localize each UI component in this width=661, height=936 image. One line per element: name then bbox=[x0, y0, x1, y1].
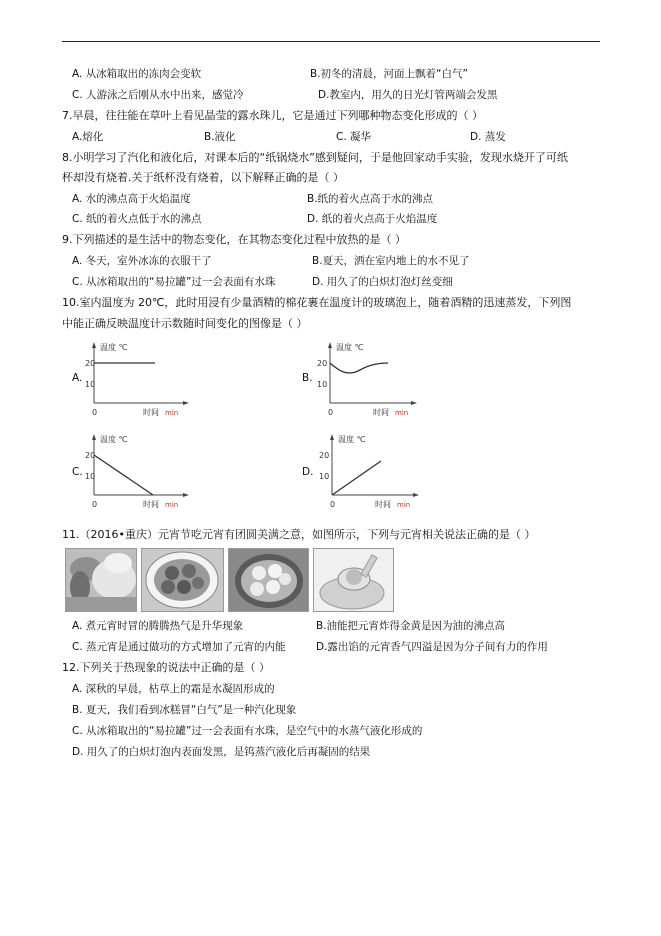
graph-b-tick-10: 10 bbox=[317, 380, 328, 389]
q6-option-b: B.初冬的清晨，河面上飘着“白气” bbox=[310, 68, 468, 80]
q12-stem: 12.下列关于热现象的说法中正确的是（ ） bbox=[62, 661, 270, 674]
q7-option-d: D. 蒸发 bbox=[470, 131, 506, 143]
q11-photo-steamed bbox=[228, 548, 309, 612]
graph-b-tick-20: 20 bbox=[317, 359, 328, 368]
q12-option-a: A. 深秋的早晨，枯草上的霜是水凝固形成的 bbox=[72, 683, 275, 695]
graph-b-xlabel: 时间 bbox=[373, 408, 389, 417]
q9-option-b: B.夏天，洒在室内地上的水不见了 bbox=[312, 255, 470, 267]
q6-option-a: A. 从冰箱取出的冻肉会变软 bbox=[72, 68, 202, 80]
q7-option-b: B.液化 bbox=[204, 131, 236, 143]
q10-graph-a-label: A. bbox=[72, 372, 83, 384]
q9-option-d: D. 用久了的白炽灯泡灯丝变细 bbox=[312, 276, 453, 288]
q12-option-b: B. 夏天，我们看到冰糕冒“白气”是一种汽化现象 bbox=[72, 704, 297, 716]
q10-stem-line2: 中能正确反映温度计示数随时间变化的图像是（ ） bbox=[62, 317, 308, 330]
q8-stem-line2: 杯却没有烧着.关于纸杯没有烧着，以下解释正确的是（ ） bbox=[62, 171, 344, 184]
graph-c-xlabel: 时间 bbox=[143, 500, 159, 509]
q11-option-b: B.油能把元宵炸得金黄是因为油的沸点高 bbox=[316, 620, 506, 632]
q12-option-d: D. 用久了的白炽灯泡内表面发黑，是钨蒸汽液化后再凝固的结果 bbox=[72, 746, 371, 758]
q9-option-a: A. 冬天，室外冰冻的衣服干了 bbox=[72, 255, 212, 267]
q10-graph-b bbox=[313, 338, 423, 420]
graph-a-tick-10: 10 bbox=[85, 380, 96, 389]
q10-graph-c-label: C. bbox=[72, 466, 83, 478]
graph-a-tick-0: 0 bbox=[92, 408, 98, 417]
graph-d-tick-10: 10 bbox=[319, 472, 330, 481]
q8-stem-line1: 8.小明学习了汽化和液化后，对课本后的“纸锅烧水”感到疑问，于是他回家动手实验，发现水烧开了可纸 bbox=[62, 151, 568, 164]
q10-graph-b-label: B. bbox=[302, 372, 313, 384]
q9-option-c: C. 从冰箱取出的“易拉罐”过一会表面有水珠 bbox=[72, 276, 276, 288]
q6-option-c: C. 人游泳之后刚从水中出来，感觉冷 bbox=[72, 89, 244, 101]
graph-c-tick-10: 10 bbox=[85, 472, 96, 481]
graph-a-unit: min bbox=[165, 409, 179, 417]
q11-option-a: A. 煮元宵时冒的腾腾热气是升华现象 bbox=[72, 620, 244, 632]
graph-a-tick-20: 20 bbox=[85, 359, 96, 368]
graph-d-ylabel: 温度 ℃ bbox=[338, 435, 366, 444]
graph-d-tick-20: 20 bbox=[319, 451, 330, 460]
q11-photo-steam bbox=[65, 548, 137, 612]
q10-graph-c bbox=[85, 430, 195, 512]
q9-stem: 9.下列描述的是生活中的物态变化，在其物态变化过程中放热的是（ ） bbox=[62, 233, 406, 246]
q10-graph-d bbox=[315, 430, 425, 512]
q7-stem: 7.早晨，往往能在草叶上看见晶莹的露水珠儿，它是通过下列哪种物态变化形成的（ ） bbox=[62, 109, 483, 122]
q10-graph-a bbox=[85, 338, 195, 420]
graph-a-ylabel: 温度 ℃ bbox=[100, 343, 128, 352]
q6-option-d: D.教室内，用久的日光灯管两端会发黑 bbox=[318, 89, 498, 101]
q7-option-a: A.熔化 bbox=[72, 131, 104, 143]
graph-d-unit: min bbox=[397, 501, 411, 509]
q11-option-c: C. 蒸元宵是通过做功的方式增加了元宵的内能 bbox=[72, 641, 286, 653]
q11-option-d: D.露出馅的元宵香气四溢是因为分子间有力的作用 bbox=[316, 641, 548, 653]
q8-option-d: D. 纸的着火点高于火焰温度 bbox=[307, 213, 438, 225]
q10-stem-line1: 10.室内温度为 20℃，此时用浸有少量酒精的棉花裹在温度计的玻璃泡上，随着酒精的迅速蒸发，下列图 bbox=[62, 296, 572, 309]
graph-c-tick-20: 20 bbox=[85, 451, 96, 460]
q8-option-a: A. 水的沸点高于火焰温度 bbox=[72, 193, 191, 205]
q8-option-c: C. 纸的着火点低于水的沸点 bbox=[72, 213, 202, 225]
graph-b-tick-0: 0 bbox=[328, 408, 334, 417]
q11-photo-fried bbox=[141, 548, 224, 612]
header-rule bbox=[62, 41, 600, 42]
q11-photo-spoon bbox=[313, 548, 394, 612]
graph-d-tick-0: 0 bbox=[330, 500, 336, 509]
graph-b-unit: min bbox=[395, 409, 409, 417]
q7-option-c: C. 凝华 bbox=[336, 131, 372, 143]
graph-c-ylabel: 温度 ℃ bbox=[100, 435, 128, 444]
q8-option-b: B.纸的着火点高于水的沸点 bbox=[307, 193, 434, 205]
graph-a-xlabel: 时间 bbox=[143, 408, 159, 417]
graph-c-tick-0: 0 bbox=[92, 500, 98, 509]
graph-d-xlabel: 时间 bbox=[375, 500, 391, 509]
graph-b-ylabel: 温度 ℃ bbox=[336, 343, 364, 352]
q12-option-c: C. 从冰箱取出的“易拉罐”过一会表面有水珠，是空气中的水蒸气液化形成的 bbox=[72, 725, 423, 737]
graph-c-unit: min bbox=[165, 501, 179, 509]
q11-stem: 11.（2016•重庆）元宵节吃元宵有团圆美满之意，如图所示，下列与元宵相关说法正确的是（ ） bbox=[62, 528, 536, 541]
q10-graph-d-label: D. bbox=[302, 466, 314, 478]
